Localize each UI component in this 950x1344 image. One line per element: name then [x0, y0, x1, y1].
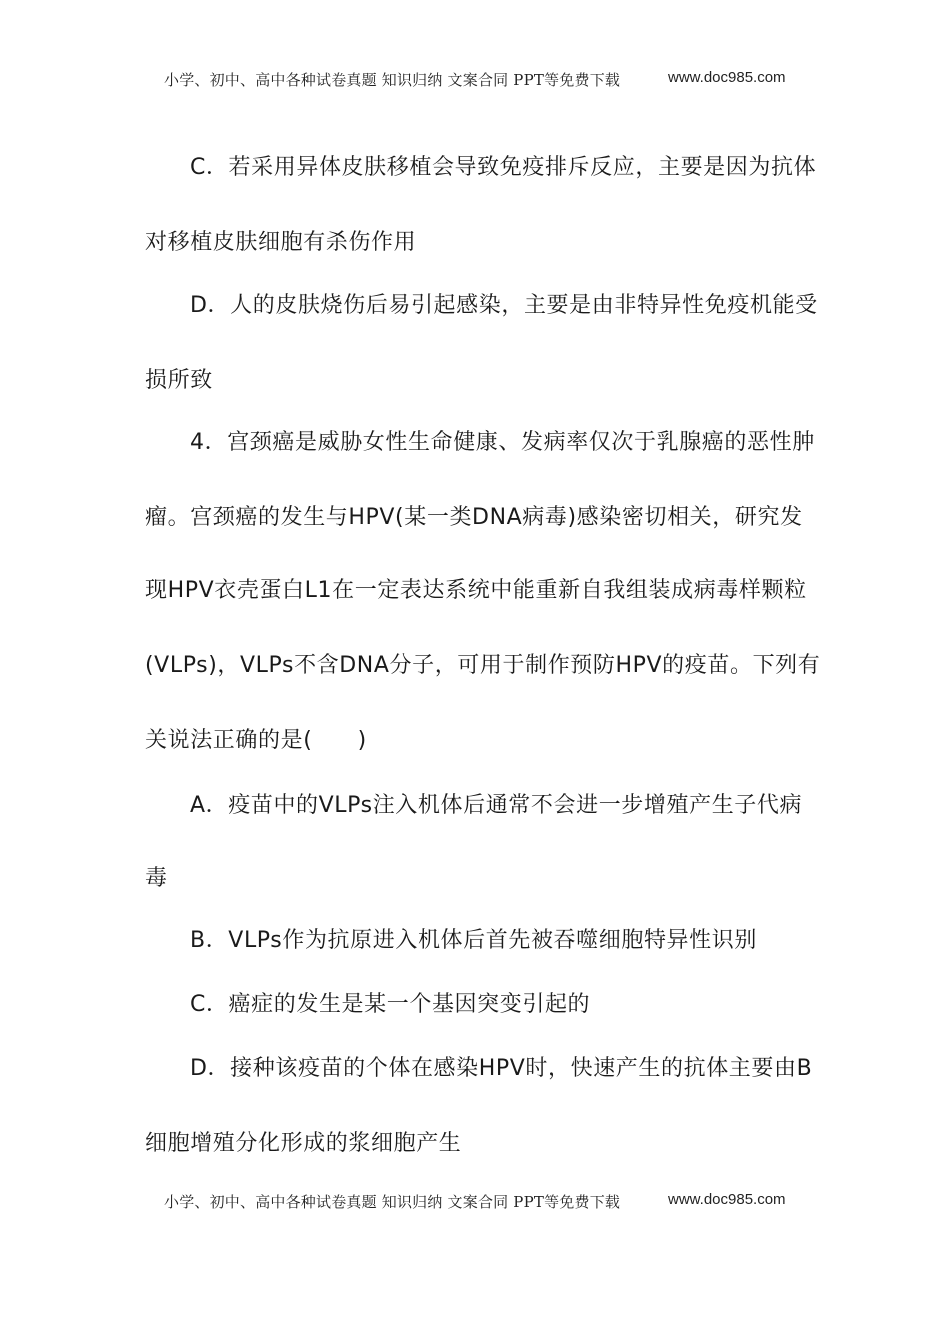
option-d-line1: D．人的皮肤烧伤后易引起感染，主要是由非特异性免疫机能受	[190, 293, 818, 318]
page-footer	[0, 1191, 950, 1221]
question-4-line1: 4．宫颈癌是威胁女性生命健康、发病率仅次于乳腺癌的恶性肿	[190, 430, 815, 455]
header-site-link[interactable]: www.doc985.com	[668, 69, 786, 86]
q4-option-c: C．癌症的发生是某一个基因突变引起的	[190, 992, 591, 1017]
option-d-line2: 损所致	[145, 368, 213, 393]
q4-option-a-line1: A．疫苗中的VLPs注入机体后通常不会进一步增殖产生子代病	[190, 793, 803, 818]
page-header	[0, 69, 950, 99]
footer-site-link[interactable]: www.doc985.com	[668, 1191, 786, 1208]
question-4-line5: 关说法正确的是( )	[145, 728, 367, 753]
footer-text: 小学、初中、高中各种试卷真题 知识归纳 文案合同 PPT等免费下载	[164, 1193, 621, 1211]
question-4-line4: (VLPs)，VLPs不含DNA分子，可用于制作预防HPV的疫苗。下列有	[145, 653, 821, 678]
q4-option-d-line1: D．接种该疫苗的个体在感染HPV时，快速产生的抗体主要由B	[190, 1056, 813, 1081]
q4-option-a-line2: 毒	[145, 866, 168, 891]
q4-option-d-line2: 细胞增殖分化形成的浆细胞产生	[145, 1131, 462, 1156]
option-c-line1: C．若采用异体皮肤移植会导致免疫排斥反应，主要是因为抗体	[190, 155, 817, 180]
option-c-line2: 对移植皮肤细胞有杀伤作用	[145, 230, 417, 255]
question-4-line2: 瘤。宫颈癌的发生与HPV(某一类DNA病毒)感染密切相关，研究发	[145, 505, 803, 530]
question-4-line3: 现HPV衣壳蛋白L1在一定表达系统中能重新自我组装成病毒样颗粒	[145, 578, 807, 603]
header-text: 小学、初中、高中各种试卷真题 知识归纳 文案合同 PPT等免费下载	[164, 71, 621, 89]
q4-option-b: B．VLPs作为抗原进入机体后首先被吞噬细胞特异性识别	[190, 928, 757, 953]
